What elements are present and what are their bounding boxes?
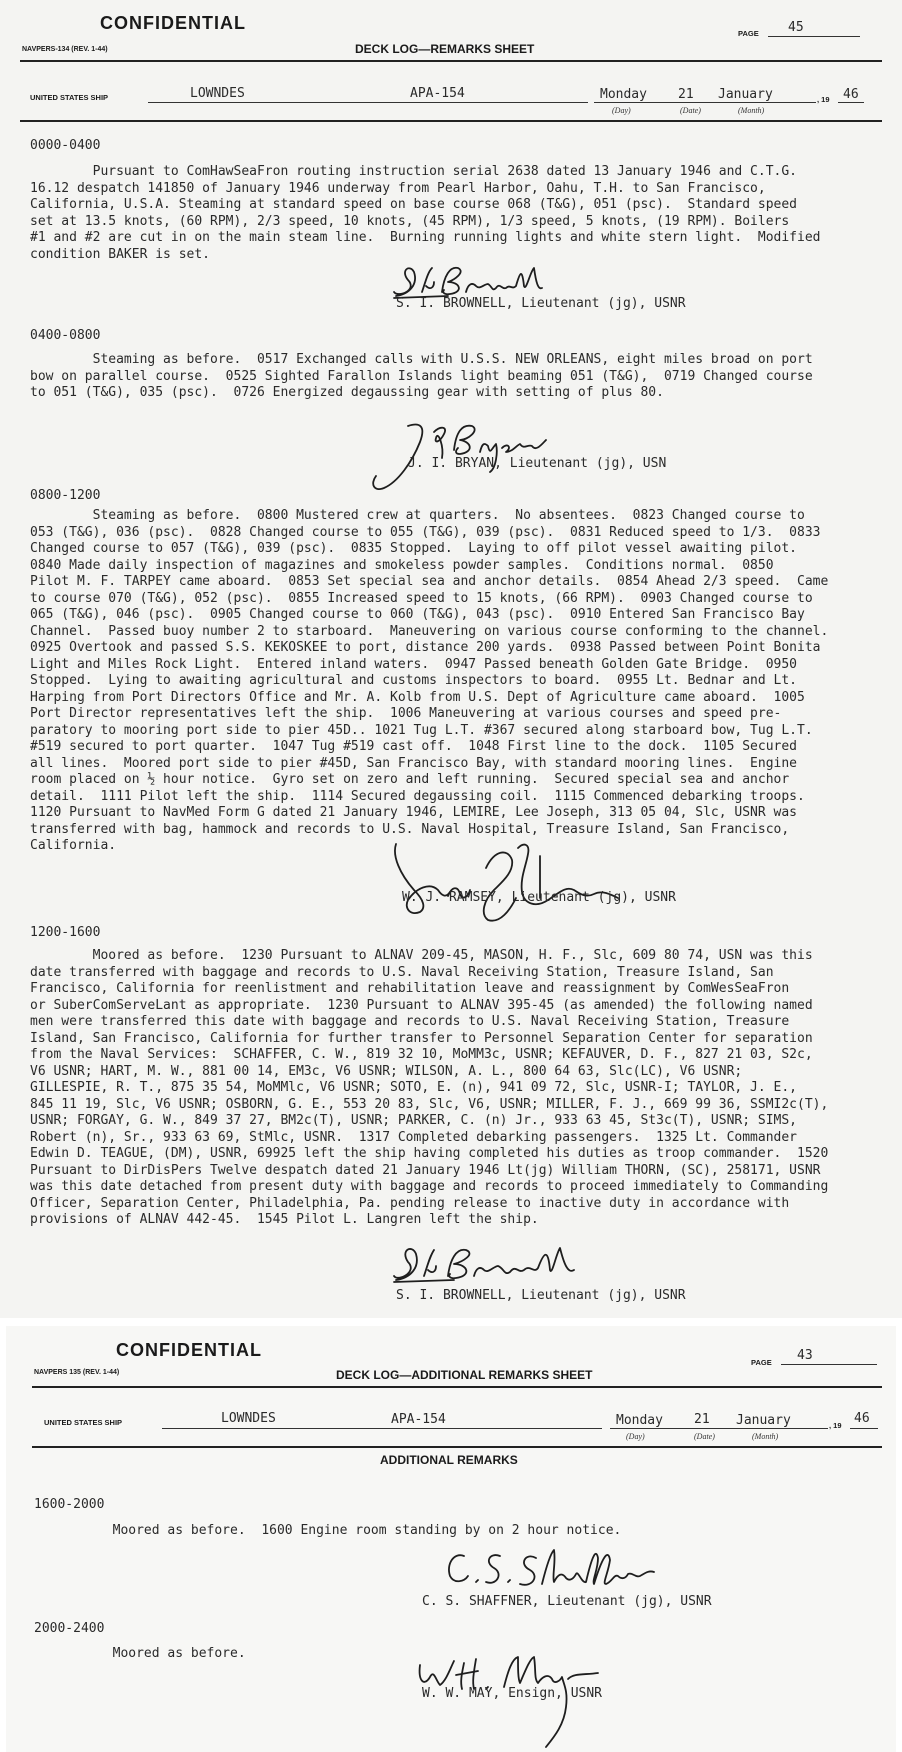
- page-number-line: [781, 1350, 877, 1365]
- watch-remarks: Moored as before. 1600 Engine room standing by on 2 hour notice.: [50, 1523, 622, 1538]
- header-rule: [20, 60, 882, 62]
- sheet-title: DECK LOG—ADDITIONAL REMARKS SHEET: [336, 1368, 593, 1382]
- day-value: Monday: [600, 87, 647, 102]
- deck-log-additional-remarks-sheet: [6, 1326, 896, 1752]
- date-caption: (Date): [680, 106, 701, 115]
- watch-time: 1600-2000: [34, 1497, 105, 1512]
- signature-name: W. W. MAY, Ensign, USNR: [422, 1686, 603, 1701]
- watch-remarks: Moored as before.: [50, 1646, 246, 1661]
- signature-ramsey: [390, 838, 650, 928]
- ship-name: LOWNDES: [221, 1411, 276, 1426]
- month-caption: (Month): [738, 106, 765, 115]
- watch-time: 0400-0800: [30, 328, 101, 343]
- year-value: 46: [854, 1411, 870, 1426]
- ship-line: [162, 1428, 602, 1429]
- month-value: January: [718, 87, 773, 102]
- year-prefix: , 19: [829, 1421, 842, 1430]
- watch-time: 0000-0400: [30, 138, 101, 153]
- signature-name: S. I. BROWNELL, Lieutenant (jg), USNR: [396, 296, 686, 311]
- ship-name: LOWNDES: [190, 86, 245, 101]
- form-number: NAVPERS 135 (REV. 1-44): [34, 1369, 120, 1376]
- signature-name: C. S. SHAFFNER, Lieutenant (jg), USNR: [422, 1594, 712, 1609]
- page-number: 43: [797, 1348, 813, 1363]
- month-value: January: [736, 1413, 791, 1428]
- ship-line: [148, 102, 588, 103]
- date-caption: (Date): [694, 1432, 715, 1441]
- date-value: 21: [678, 87, 694, 102]
- ship-label: UNITED STATES SHIP: [44, 1418, 123, 1427]
- sheet-title: DECK LOG—REMARKS SHEET: [355, 42, 535, 56]
- year-line: [838, 102, 864, 103]
- year-value: 46: [843, 87, 859, 102]
- year-prefix: , 19: [817, 95, 830, 104]
- day-caption: (Day): [612, 106, 631, 115]
- day-value: Monday: [616, 1413, 663, 1428]
- day-caption: (Day): [626, 1432, 645, 1441]
- watch-remarks: Moored as before. 1230 Pursuant to ALNAV 209-45, MASON, H. F., Slc, 609 80 74, USN was this date transferred with baggage and records to U.S. Naval Receiving Station, Treasure Island, San Francisco, California for reenlistment and rehabilitation leave and reassignment by ComWesSeaFron or SuberComServeLant as appropriate. 1230 Pursuant to ALNAV 395-45 (as amended) the following named men were transferred this date with baggage and records to U.S. Naval Receiving Station, Treasure Island, San Francisco, California for further transfer to Personnel Separation Center for separation from the Naval Services: SCHAFFER, C. W., 819 32 10, MoMM3c, USNR; KEFAUVER, D. F., 827 21 03, S2c, V6 USNR; HART, M. W., 881 00 14, EM3c, V6 USNR; WILSON, A. L., 800 64 63, Slc(LC), V6 USNR; GILLESPIE, R. T., 875 35 54, MoMMlc, V6 USNR; SOTO, E. (n), 941 09 72, Slc, USNR-I; TAYLOR, J. E., 845 11 19, Slc, V6 USNR; OSBORN, G. E., 553 20 83, Slc, V6, USNR; MILLER, F. J., 669 99 36, SSMI2c(T), USNR; FORGAY, G. W., 849 37 27, BM2c(T), USNR; PARKER, C. (n) Jr., 933 63 45, St3c(T), USNR; SIMS, Robert (n), Sr., 933 63 69, StMlc, USNR. 1317 Completed debarking passengers. 1325 Lt. Commander Edwin D. TEAGUE, (DM), USNR, 69925 left the ship having completed his duties as troop commander. 1520 Pursuant to DirDisPers Twelve despatch dated 21 January 1946 Lt(jg) William THORN, (SC), 258171, USNR was this date detached from present duty with baggage and records to proceed immediately to Commanding Officer, Separation Center, Philadelphia, Pa. pending release to inactive duty in accordance with provisions of ALNAV 442-45. 1545 Pilot L. Langren left the ship.: [30, 948, 829, 1227]
- watch-remarks: Steaming as before. 0800 Mustered crew at quarters. No absentees. 0823 Changed course to 053 (T&G), 036 (psc). 0828 Changed course to 055 (T&G), 039 (psc). 0831 Reduced speed to 1/3. 0833 Changed course to 057 (T&G), 039 (psc). 0835 Stopped. Laying to off pilot vessel awaiting pilot. 0840 Made daily inspection of magazines and smokeless powder samples. Conditions normal. 0850 Pilot M. F. TARPEY came aboard. 0853 Set special sea and anchor details. 0854 Ahead 2/3 speed. Came to course 070 (T&G), 052 (psc). 0855 Increased speed to 15 knots, (66 RPM). 0903 Changed course to 065 (T&G), 046 (psc). 0905 Changed course to 060 (T&G), 043 (psc). 0910 Entered San Francisco Bay Channel. Passed buoy number 2 to starboard. Maneuvering on various course conforming to the channel. 0925 Overtook and passed S.S. KEKOSKEE to port, distance 200 yards. 0938 Passed between Point Bonita Light and Miles Rock Light. Entered inland waters. 0947 Passed beneath Golden Gate Bridge. 0950 Stopped. Lying to awaiting agricultural and customs inspectors to board. 0955 Lt. Bednar and Lt. Harping from Port Directors Office and Mr. A. Kolb from U.S. Dept of Agriculture came aboard. 1005 Port Director representatives left the ship. 1006 Maneuvering at various courses and speed pre- paratory to mooring port side to pier 45D.. 1021 Tug L.T. #367 secured along starboard bow, Tug L.T. #519 secured to port quarter. 1047 Tug #519 cast off. 1048 First line to the dock. 1105 Secured all lines. Moored port side to pier #45D, San Francisco Bay, with standard mooring lines. Engine room placed on ½ hour notice. Gyro set on zero and left running. Secured special sea and anchor detail. 1111 Pilot left the ship. 1114 Secured degaussing coil. 1115 Commenced debarking troops. 1120 Pursuant to NavMed Form G dated 21 January 1946, LEMIRE, Lee Joseph, 313 05 04, Slc, USNR was transferred with bag, hammock and records to U.S. Naval Hospital, Treasure Island, San Francisco, California.: [30, 508, 829, 853]
- page-number-line: [768, 22, 860, 37]
- page-number: 45: [788, 20, 804, 35]
- year-line: [850, 1428, 878, 1429]
- watch-time: 2000-2400: [34, 1621, 105, 1636]
- signature-shaffner: [442, 1544, 662, 1594]
- watch-time: 1200-1600: [30, 925, 101, 940]
- page-label: PAGE: [751, 1358, 772, 1367]
- signature-brownell: [388, 1242, 588, 1286]
- date-line: [610, 1428, 828, 1429]
- watch-time: 0800-1200: [30, 488, 101, 503]
- header-rule: [32, 1386, 882, 1388]
- signature-may: [414, 1651, 614, 1751]
- confidential-marking: CONFIDENTIAL: [116, 1340, 262, 1360]
- section-title: ADDITIONAL REMARKS: [380, 1453, 518, 1467]
- ship-rule: [20, 120, 882, 122]
- confidential-marking: CONFIDENTIAL: [100, 13, 246, 33]
- page-label: PAGE: [738, 29, 759, 38]
- month-caption: (Month): [752, 1432, 779, 1441]
- form-number: NAVPERS-134 (REV. 1-44): [22, 46, 108, 53]
- signature-name: W. J. RAMSEY, Lieutenant (jg), USNR: [402, 890, 676, 905]
- signature-name: J. I. BRYAN, Lieutenant (jg), USN: [408, 456, 667, 471]
- date-value: 21: [694, 1412, 710, 1427]
- ship-label: UNITED STATES SHIP: [30, 93, 109, 102]
- signature-name: S. I. BROWNELL, Lieutenant (jg), USNR: [396, 1288, 686, 1303]
- date-line: [594, 102, 816, 103]
- ship-rule: [32, 1446, 882, 1448]
- watch-remarks: Pursuant to ComHawSeaFron routing instruction serial 2638 dated 13 January 1946 and C.T.G. 16.12 despatch 141850 of January 1946 underway from Pearl Harbor, Oahu, T.H. to San Francisco, California, U.S.A. Steaming at standard speed on base course 068 (T&G), 051 (psc). Standard speed set at 13.5 knots, (60 RPM), 2/3 speed, 10 knots, (45 RPM), 1/3 speed, 5 knots, (19 RPM). Boilers #1 and #2 are cut in on the main steam line. Burning running lights and white stern light. Modified condition BAKER is set.: [30, 164, 821, 262]
- watch-remarks: Steaming as before. 0517 Exchanged calls with U.S.S. NEW ORLEANS, eight miles broad on port bow on parallel course. 0525 Sighted Farallon Islands light beaming 051 (T&G), 0719 Changed course to 051 (T&G), 035 (psc). 0726 Energized degaussing gear with setting of plus 80.: [30, 352, 813, 400]
- hull-number: APA-154: [410, 86, 465, 101]
- hull-number: APA-154: [391, 1412, 446, 1427]
